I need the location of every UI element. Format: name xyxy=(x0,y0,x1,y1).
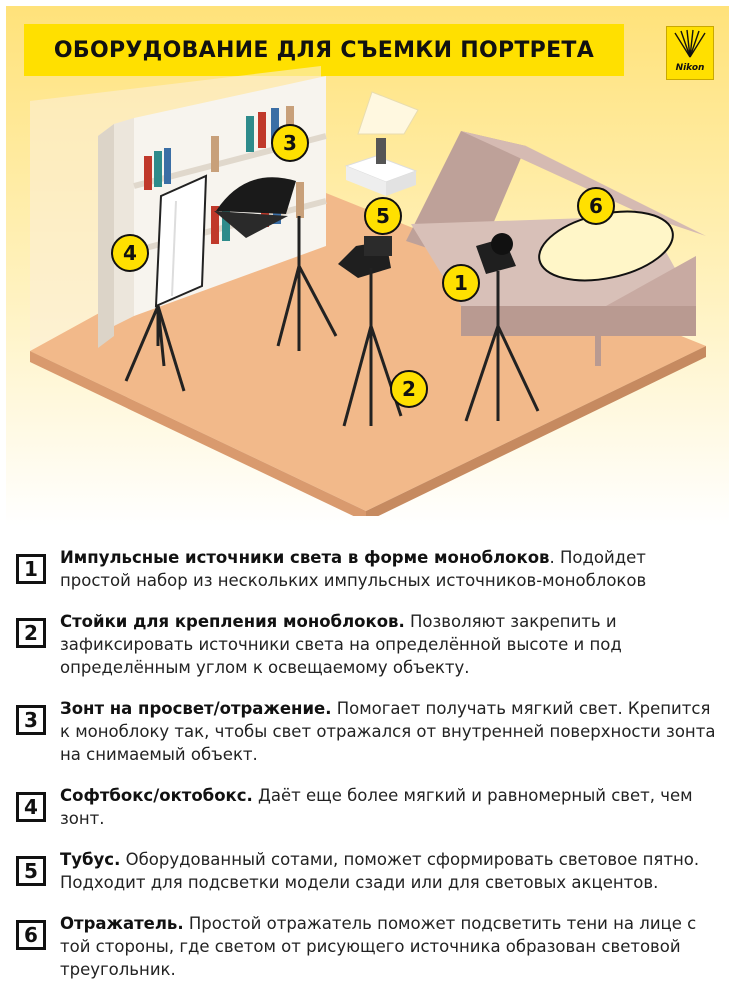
list-item xyxy=(16,697,716,766)
svg-text:1: 1 xyxy=(454,271,468,295)
item-text: . Подойдет простой набор из нескольких импульсных источников-моноблоков xyxy=(60,548,647,590)
table-lamp xyxy=(346,92,418,196)
scene-marker-1 xyxy=(443,265,479,301)
item-description xyxy=(60,610,716,679)
studio-illustration xyxy=(6,66,729,516)
svg-text:2: 2 xyxy=(402,377,416,401)
item-text: Позволяют закрепить и зафиксировать источники света на определённой высоте и под определённым углом к освещаемому объекту. xyxy=(60,612,622,677)
list-item xyxy=(16,848,716,894)
item-title: Отражатель. xyxy=(60,914,184,933)
scene-marker-3 xyxy=(272,125,308,161)
list-item xyxy=(16,912,716,981)
logo-rays-icon xyxy=(667,27,713,65)
svg-text:5: 5 xyxy=(376,204,390,228)
item-title: Софтбокс/октобокс. xyxy=(60,786,253,805)
item-description xyxy=(60,848,716,894)
scene-marker-2 xyxy=(391,371,427,407)
scene-marker-6 xyxy=(578,188,614,224)
svg-text:6: 6 xyxy=(589,194,603,218)
list-item xyxy=(16,610,716,679)
item-text: Помогает получать мягкий свет. Крепится к моноблоку так, чтобы свет отражался от внутренней поверхности зонта на снимаемый объект. xyxy=(60,699,716,764)
scene-marker-4 xyxy=(112,235,148,271)
item-number: 3 xyxy=(16,705,46,735)
item-title: Импульсные источники света в форме моноблоков xyxy=(60,548,550,567)
item-text: Оборудованный сотами, поможет сформировать световое пятно. Подходит для подсветки модели сзади или для световых акцентов. xyxy=(60,850,700,892)
scene-marker-5 xyxy=(365,198,401,234)
item-title: Тубус. xyxy=(60,850,121,869)
svg-text:3: 3 xyxy=(283,131,297,155)
item-number: 4 xyxy=(16,792,46,822)
list-item xyxy=(16,546,716,592)
item-number: 6 xyxy=(16,920,46,950)
infographic xyxy=(6,6,729,994)
list-item xyxy=(16,784,716,830)
item-number: 5 xyxy=(16,856,46,886)
item-title: Стойки для крепления моноблоков. xyxy=(60,612,405,631)
item-title: Зонт на просвет/отражение. xyxy=(60,699,332,718)
item-description xyxy=(60,697,716,766)
logo-text: Nikon xyxy=(675,63,705,73)
item-description xyxy=(60,784,716,830)
svg-text:4: 4 xyxy=(123,241,137,265)
equipment-list xyxy=(16,546,716,999)
item-text: Простой отражатель поможет подсветить тени на лице с той стороны, где светом от рисующего источника образован световой треугольник. xyxy=(60,914,697,979)
item-number: 1 xyxy=(16,554,46,584)
item-description xyxy=(60,546,716,592)
item-text: Даёт еще более мягкий и равномерный свет, чем зонт. xyxy=(60,786,693,828)
item-number: 2 xyxy=(16,618,46,648)
page-title: ОБОРУДОВАНИЕ ДЛЯ СЪЕМКИ ПОРТРЕТА xyxy=(53,37,595,63)
item-description xyxy=(60,912,716,981)
